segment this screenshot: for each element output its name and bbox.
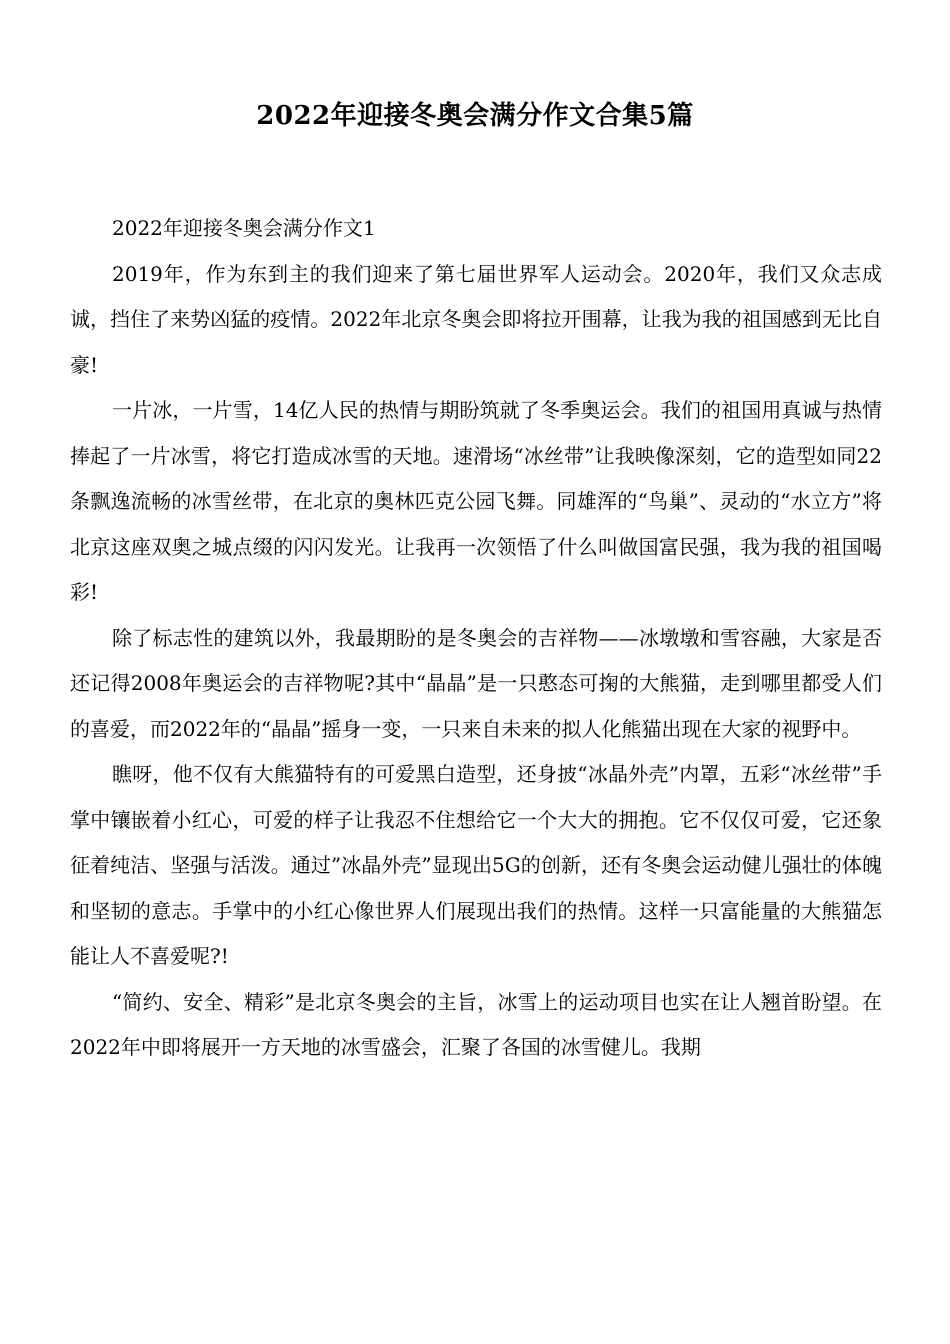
- paragraph-4: 瞧呀，他不仅有大熊猫特有的可爱黑白造型，还身披“冰晶外壳”内罩，五彩“冰丝带”手掌中镶嵌着小红心，可爱的样子让我忍不住想给它一个大大的拥抱。它不仅仅可爱，它还象征着纯洁、坚强与活泼。通过”冰晶外壳”显现出5G的创新，还有冬奥会运动健儿强壮的体魄和坚韧的意志。手掌中的小红心像世界人们展现出我们的热情。这样一只富能量的大熊猫怎能让人不喜爱呢?!: [70, 762, 882, 968]
- paragraph-5: “简约、安全、精彩”是北京冬奥会的主旨，冰雪上的运动项目也实在让人翘首盼望。在2022年中即将展开一方天地的冰雪盛会，汇聚了各国的冰雪健儿。我期: [70, 989, 882, 1059]
- paragraph-2: 一片冰，一片雪，14亿人民的热情与期盼筑就了冬季奥运会。我们的祖国用真诚与热情捧起了一片冰雪，将它打造成冰雪的天地。速滑场“冰丝带”让我映像深刻，它的造型如同22条飘逸流畅的冰雪丝带，在北京的奥林匹克公园飞舞。同雄浑的“鸟巢”、灵动的“水立方”将北京这座双奥之城点缀的闪闪发光。让我再一次领悟了什么叫做国富民强，我为我的祖国喝彩!: [70, 398, 882, 604]
- paragraph-3: 除了标志性的建筑以外，我最期盼的是冬奥会的吉祥物——冰墩墩和雪容融，大家是否还记得2008年奥运会的吉祥物呢?其中“晶晶”是一只憨态可掬的大熊猫，走到哪里都受人们的喜爱，而2022年的“晶晶”摇身一变，一只来自未来的拟人化熊猫出现在大家的视野中。: [70, 625, 882, 741]
- paragraph-1: 2019年，作为东到主的我们迎来了第七届世界军人运动会。2020年，我们又众志成诚，挡住了来势凶猛的疫情。2022年北京冬奥会即将拉开围幕，让我为我的祖国感到无比自豪!: [70, 261, 882, 377]
- section-heading: 2022年迎接冬奥会满分作文1: [112, 216, 376, 240]
- document-title: 2022年迎接冬奥会满分作文合集5篇: [256, 101, 694, 131]
- document-body: [70, 206, 882, 1071]
